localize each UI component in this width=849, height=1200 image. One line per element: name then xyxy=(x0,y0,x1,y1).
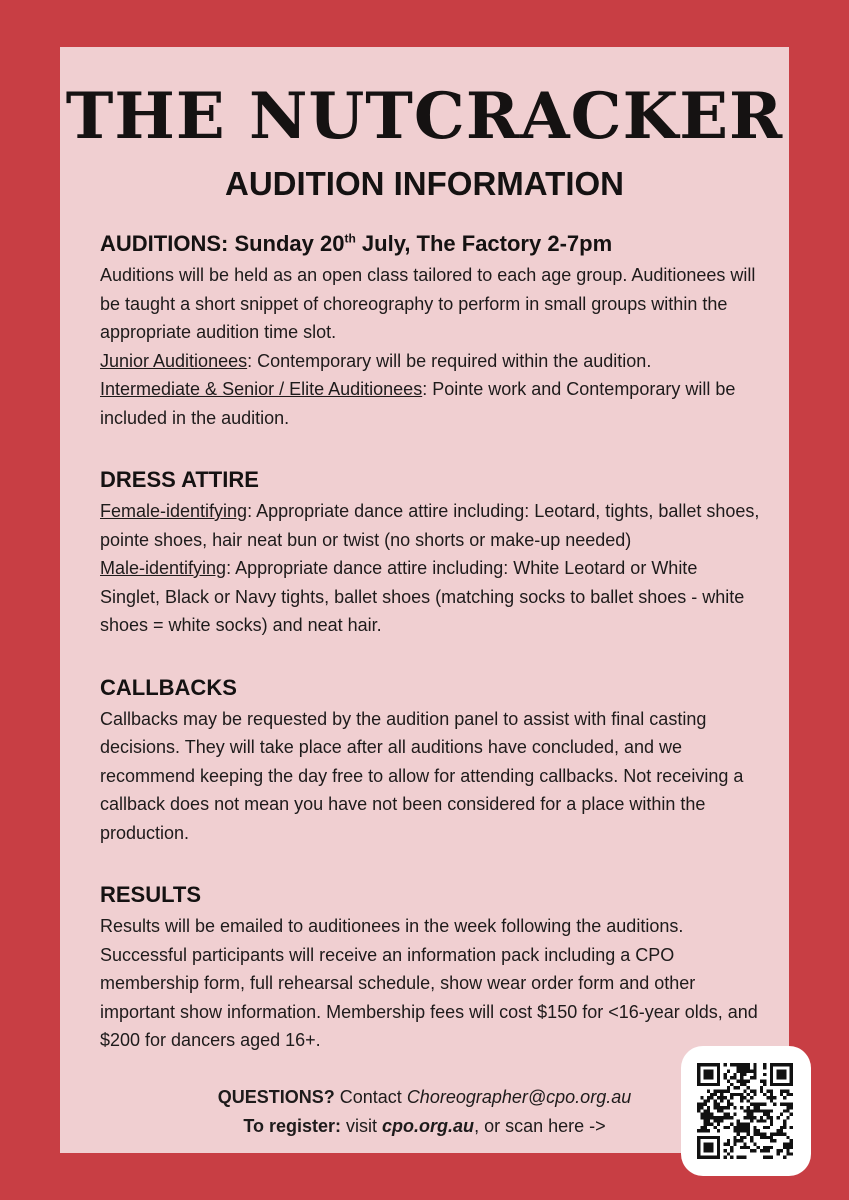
female-label: Female-identifying xyxy=(100,501,248,521)
results-body: Results will be emailed to auditionees in the week following the auditions. Successful participants will receive an information pack including a CPO membership form, full rehearsal schedule, show wear order form and other important show information. Membership fees will cost $150 for <16-year olds, and $200 for dancers aged 16+. xyxy=(100,916,758,1050)
callbacks-body: Callbacks may be requested by the audition panel to assist with final casting decisions. They will take place after all auditions have concluded, and we recommend keeping the day free to allow for attending callbacks. Not receiving a callback does not mean you have not been considered for a place within the production. xyxy=(100,708,744,843)
poster-footer xyxy=(60,1083,789,1141)
results-section xyxy=(100,878,760,1055)
male-text: : Appropriate dance attire including: White Leotard or White Singlet, Black or Navy tights, ballet shoes (matching socks to ballet shoes - white shoes = white socks) and neat hair. xyxy=(100,558,745,635)
register-site-link[interactable]: cpo.org.au xyxy=(382,1116,475,1136)
senior-text: : Pointe work and Contemporary will be included in the audition. xyxy=(100,379,736,428)
male-label: Male-identifying xyxy=(100,558,227,578)
auditions-heading-text: AUDITIONS: Sunday 20 xyxy=(100,231,345,256)
register-label: To register: xyxy=(243,1116,342,1136)
poster-panel xyxy=(60,47,789,1153)
auditions-heading xyxy=(100,227,760,261)
poster-content xyxy=(100,227,760,1055)
register-line xyxy=(60,1112,789,1141)
contact-email-link[interactable]: Choreographer@cpo.org.au xyxy=(406,1087,632,1107)
dress-heading: DRESS ATTIRE xyxy=(100,467,259,492)
qr-code[interactable] xyxy=(681,1046,811,1176)
auditions-heading-tail: July, The Factory 2-7pm xyxy=(355,231,613,256)
questions-text: Contact xyxy=(334,1087,407,1107)
callbacks-heading: CALLBACKS xyxy=(100,674,237,700)
junior-text: : Contemporary will be required within the audition. xyxy=(247,350,652,371)
poster-subtitle: AUDITION INFORMATION xyxy=(224,165,624,202)
auditions-body: Auditions will be held as an open class tailored to each age group. Auditionees will be taught a short snippet of choreography to perform in small groups within the appropriate audition time slot. xyxy=(100,265,756,342)
male-dress xyxy=(100,554,760,640)
poster-title: THE NUTCRACKER xyxy=(65,79,784,154)
female-dress xyxy=(100,497,760,554)
register-tail: , or scan here -> xyxy=(474,1116,606,1136)
senior-auditionees xyxy=(100,375,760,432)
register-text: visit xyxy=(341,1116,383,1136)
auditions-section xyxy=(100,227,760,432)
junior-auditionees xyxy=(100,347,760,376)
dress-section xyxy=(100,463,760,640)
female-text: : Appropriate dance attire including: Leotard, tights, ballet shoes, pointe shoes, hair neat bun or twist (no shorts or make-up needed) xyxy=(100,501,760,550)
results-heading: RESULTS xyxy=(100,882,202,907)
questions-label: QUESTIONS? xyxy=(217,1087,335,1107)
qr-code-icon xyxy=(697,1063,793,1159)
junior-label: Junior Auditionees xyxy=(100,350,248,371)
questions-line xyxy=(60,1083,789,1112)
callbacks-section xyxy=(100,671,760,848)
senior-label: Intermediate & Senior / Elite Auditionees xyxy=(100,379,423,399)
auditions-heading-sup: th xyxy=(344,231,356,246)
